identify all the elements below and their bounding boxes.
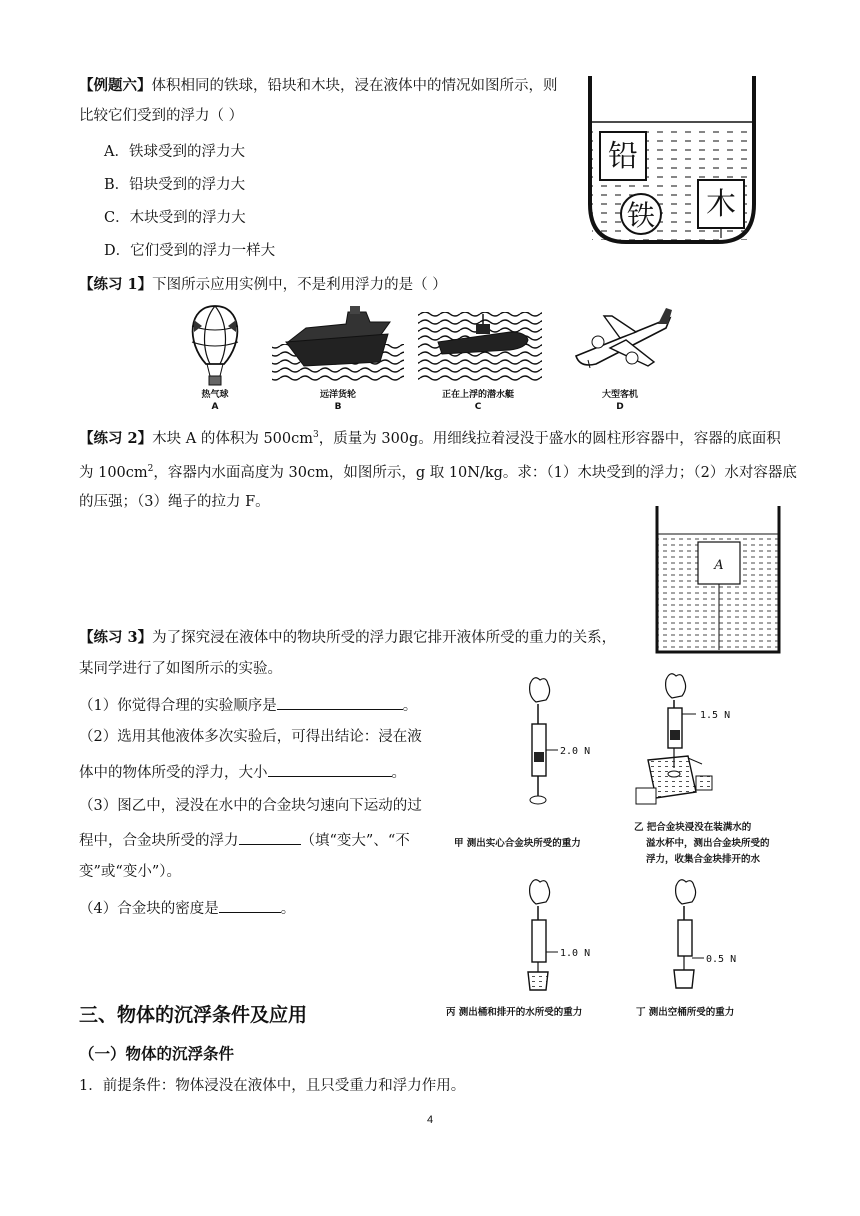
ex3-line2: 某同学进行了如图所示的实验。 (79, 661, 282, 677)
ex1-caption-d: 大型客机 (601, 390, 639, 400)
q4-answer-blank[interactable] (219, 897, 281, 913)
ex3-q3-line2: 程中，合金块所受的浮力 （填“变大”、“不 (79, 829, 410, 851)
caption-bing: 丙 测出桶和排开的水所受的重力 (446, 1007, 583, 1018)
ex3-q2-line1: （2）选用其他液体多次实验后，可得出结论：浸在液 (79, 729, 422, 745)
panel-jia (454, 678, 590, 849)
ex3-tag: 【练习 3】 (79, 629, 153, 646)
section-paragraph-1: 1．前提条件：物体浸没在液体中，且只受重力和浮力作用。 (79, 1078, 466, 1094)
example6-line2: 比较它们受到的浮力（ ） (79, 108, 244, 124)
ex1-letter-b: B (334, 402, 342, 412)
q1-answer-blank[interactable] (277, 694, 403, 710)
example6-option-b: B．铅块受到的浮力大 (104, 177, 246, 193)
reading-bing: 1.0 N (560, 948, 591, 959)
q3-answer-blank[interactable] (239, 829, 301, 845)
reading-ding: 0.5 N (706, 954, 737, 965)
ex2-tag: 【练习 2】 (79, 429, 153, 447)
caption-yi-3: 浮力，收集合金块排开的水 (646, 854, 761, 865)
example6-line1: 【例题六】体积相同的铁球，铅块和木块，浸在液体中的情况如图所示，则 (79, 77, 558, 94)
section-title: 三、物体的沉浮条件及应用 (79, 1004, 308, 1026)
panel-yi (634, 674, 770, 865)
ex1-caption-a: 热气球 (201, 390, 229, 400)
ex1-caption-c: 正在上浮的潜水艇 (441, 390, 515, 400)
example6-figure (586, 74, 758, 256)
ex1-caption-b: 远洋货轮 (319, 390, 357, 400)
ex1-question: 【练习 1】下图所示应用实例中，不是利用浮力的是（ ） (79, 276, 447, 293)
ex1-letter-a: A (211, 402, 219, 412)
example6-option-c: C．木块受到的浮力大 (104, 210, 246, 226)
submarine-figure (418, 312, 542, 412)
ex3-q4: （4）合金块的密度是 。 (79, 897, 295, 919)
block-a-label: A (714, 558, 724, 573)
ex3-q2-line2: 体中的物体所受的浮力，大小 。 (79, 761, 406, 783)
ex2-figure (654, 506, 782, 656)
wood-label: 木 (706, 187, 736, 222)
subsection-title: （一）物体的沉浮条件 (79, 1045, 235, 1063)
caption-yi-1: 乙 把合金块浸没在装满水的 (634, 822, 752, 833)
panel-bing (446, 880, 590, 1018)
airliner-figure (576, 308, 672, 412)
ex3-q3-line3: 变”或“变小”）。 (79, 864, 181, 880)
ex1-letter-c: C (474, 402, 482, 412)
reading-yi: 1.5 N (700, 710, 731, 721)
ex3-line1: 【练习 3】为了探究浸在液体中的物块所受的浮力跟它排开液体所受的重力的关系， (79, 629, 617, 646)
ex2-line2: 为 $100cm^2$，容器内水面高度为 30cm，如图所示，g 取 10N/kg。求：（1）木块受到的浮力；（2）水对容器底 (79, 464, 797, 481)
ex3-q1: （1）你觉得合理的实验顺序是 。 (79, 694, 417, 716)
lead-label: 铅 (608, 139, 638, 174)
q2-answer-blank[interactable] (268, 761, 392, 777)
iron-label: 铁 (626, 199, 656, 232)
ex3-experiment-figure (440, 664, 800, 1022)
caption-yi-2: 溢水杯中，测出合金块所受的 (646, 838, 770, 849)
caption-ding: 丁 测出空桶所受的重力 (636, 1007, 735, 1018)
example6-option-a: A．铁球受到的浮力大 (104, 144, 245, 160)
ex1-figures (180, 302, 680, 414)
ex1-letter-d: D (616, 402, 624, 412)
caption-jia: 甲 测出实心合金块所受的重力 (454, 838, 581, 849)
reading-jia: 2.0 N (560, 746, 591, 757)
example6-option-d: D．它们受到的浮力一样大 (104, 243, 276, 259)
hot-air-balloon-figure (192, 306, 238, 412)
ex2-line1: 【练习 2】木块 A 的体积为 $500cm^3$，质量为 300g。用细线拉着浸没于盛水的圆柱形容器中，容器的底面积 (79, 429, 781, 447)
freighter-figure (272, 306, 404, 412)
ex1-tag: 【练习 1】 (79, 276, 153, 293)
ex3-q3-line1: （3）图乙中，浸没在水中的合金块匀速向下运动的过 (79, 798, 422, 814)
panel-ding (636, 880, 736, 1018)
page-number: 4 (426, 1114, 434, 1126)
ex2-line3: 的压强；（3）绳子的拉力 F。 (79, 494, 270, 510)
example6-tag: 【例题六】 (79, 77, 152, 94)
